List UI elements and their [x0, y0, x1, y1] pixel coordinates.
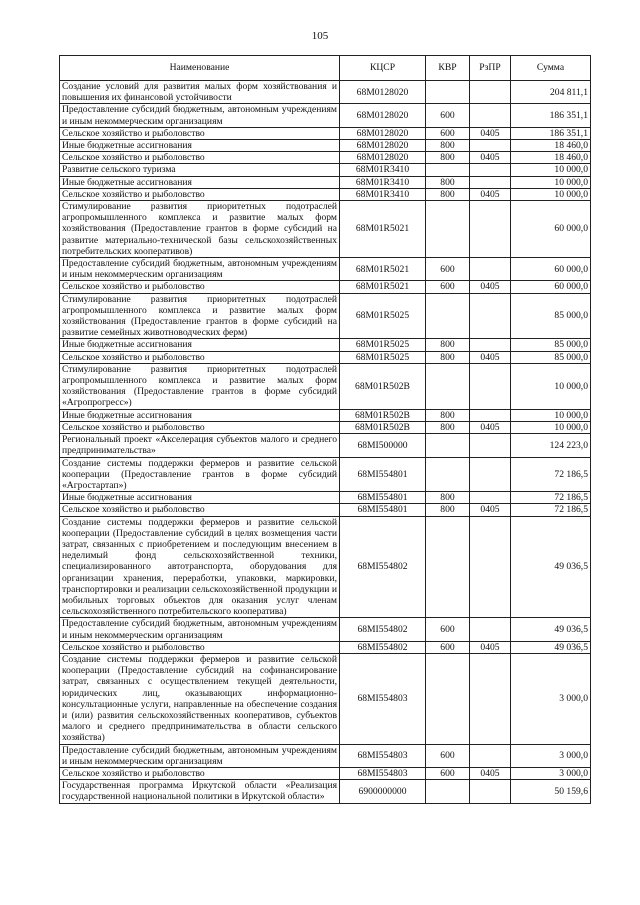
cell-code: 68MI554802 — [340, 618, 426, 641]
cell-kvr — [426, 653, 470, 744]
table-row — [60, 767, 591, 779]
cell-name: Создание системы поддержки фермеров и развитие сельской кооперации (Предоставление субсидий в целях возмещения части затрат, связанных с приобретением и последующим внесением в неделимый фонд сельскохозяйственной техники, специализированного автотранспорта, оборудования для организации хранения, переработки, упаковки, маркировки, транспортировки и реализации сельскохозяйственной продукции и мобильных торговых объектов для оказания услуг членам сельскохозяйственного потребительского кооператива) — [60, 516, 340, 618]
cell-code: 68M01R3410 — [340, 188, 426, 200]
cell-sum: 72 186,5 — [511, 492, 591, 504]
cell-code: 68M0128020 — [340, 152, 426, 164]
cell-kvr — [426, 81, 470, 104]
cell-name: Иные бюджетные ассигнования — [60, 339, 340, 351]
budget-table — [59, 55, 591, 804]
cell-sum: 85 000,0 — [511, 293, 591, 339]
cell-kvr: 600 — [426, 618, 470, 641]
cell-rzpr — [470, 363, 511, 409]
header-sum: Сумма — [511, 56, 591, 81]
cell-rzpr: 0405 — [470, 767, 511, 779]
cell-code: 68M0128020 — [340, 140, 426, 152]
cell-code: 6900000000 — [340, 780, 426, 803]
table-row — [60, 780, 591, 803]
cell-code: 68MI554801 — [340, 492, 426, 504]
table-row — [60, 492, 591, 504]
cell-code: 68M0128020 — [340, 104, 426, 127]
cell-rzpr — [470, 434, 511, 457]
cell-sum: 49 036,5 — [511, 641, 591, 653]
cell-name: Предоставление субсидий бюджетным, автономным учреждениям и иным некоммерческим организациям — [60, 104, 340, 127]
cell-code: 68MI554803 — [340, 744, 426, 767]
cell-kvr: 800 — [426, 140, 470, 152]
cell-kvr — [426, 780, 470, 803]
cell-name: Предоставление субсидий бюджетным, автономным учреждениям и иным некоммерческим организациям — [60, 618, 340, 641]
cell-code: 68MI500000 — [340, 434, 426, 457]
cell-rzpr: 0405 — [470, 281, 511, 293]
cell-rzpr — [470, 516, 511, 618]
cell-rzpr: 0405 — [470, 351, 511, 363]
cell-kvr — [426, 457, 470, 492]
cell-name: Создание системы поддержки фермеров и развитие сельской кооперации (Предоставление грантов в форме субсидий «Агростартап») — [60, 457, 340, 492]
cell-sum: 10 000,0 — [511, 363, 591, 409]
header-code: КЦСР — [340, 56, 426, 81]
cell-rzpr — [470, 81, 511, 104]
cell-code: 68MI554803 — [340, 767, 426, 779]
cell-kvr: 800 — [426, 504, 470, 516]
cell-kvr: 600 — [426, 104, 470, 127]
cell-sum: 18 460,0 — [511, 140, 591, 152]
cell-code: 68M01R5021 — [340, 258, 426, 281]
table-row — [60, 104, 591, 127]
cell-name: Сельское хозяйство и рыболовство — [60, 504, 340, 516]
cell-kvr: 800 — [426, 351, 470, 363]
cell-kvr — [426, 164, 470, 176]
cell-sum: 204 811,1 — [511, 81, 591, 104]
header-name: Наименование — [60, 56, 340, 81]
table-row — [60, 176, 591, 188]
page-number: 105 — [311, 30, 329, 42]
table-row — [60, 127, 591, 139]
table-row — [60, 653, 591, 744]
cell-rzpr — [470, 140, 511, 152]
cell-sum: 10 000,0 — [511, 176, 591, 188]
cell-code: 68M01R502B — [340, 363, 426, 409]
cell-rzpr: 0405 — [470, 504, 511, 516]
cell-code: 68M01R5021 — [340, 281, 426, 293]
table-row — [60, 641, 591, 653]
cell-kvr: 600 — [426, 258, 470, 281]
cell-sum: 85 000,0 — [511, 339, 591, 351]
cell-name: Государственная программа Иркутской области «Реализация государственной национальной политики в Иркутской области» — [60, 780, 340, 803]
cell-sum: 10 000,0 — [511, 188, 591, 200]
cell-code: 68M01R5021 — [340, 201, 426, 258]
cell-rzpr — [470, 339, 511, 351]
cell-code: 68M01R502B — [340, 421, 426, 433]
cell-name: Стимулирование развития приоритетных подотраслей агропромышленного комплекса и развитие малых форм хозяйствования (Предоставление грантов в форме субсидий на развитие материально-технической базы сельскохозяйственных потребительских кооперативов) — [60, 201, 340, 258]
cell-name: Иные бюджетные ассигнования — [60, 409, 340, 421]
table-row — [60, 281, 591, 293]
cell-rzpr — [470, 780, 511, 803]
cell-code: 68M01R5025 — [340, 339, 426, 351]
cell-sum: 186 351,1 — [511, 127, 591, 139]
table-row — [60, 293, 591, 339]
cell-sum: 60 000,0 — [511, 258, 591, 281]
cell-sum: 50 159,6 — [511, 780, 591, 803]
cell-code: 68M0128020 — [340, 127, 426, 139]
cell-sum: 72 186,5 — [511, 504, 591, 516]
cell-sum: 10 000,0 — [511, 421, 591, 433]
cell-name: Иные бюджетные ассигнования — [60, 140, 340, 152]
cell-rzpr — [470, 409, 511, 421]
cell-rzpr — [470, 201, 511, 258]
cell-kvr: 800 — [426, 409, 470, 421]
cell-rzpr: 0405 — [470, 152, 511, 164]
table-row — [60, 409, 591, 421]
cell-sum: 72 186,5 — [511, 457, 591, 492]
table-body — [60, 81, 591, 804]
cell-name: Сельское хозяйство и рыболовство — [60, 421, 340, 433]
cell-rzpr — [470, 293, 511, 339]
cell-code: 68MI554801 — [340, 457, 426, 492]
cell-name: Сельское хозяйство и рыболовство — [60, 767, 340, 779]
cell-name: Сельское хозяйство и рыболовство — [60, 281, 340, 293]
table-row — [60, 504, 591, 516]
table-row — [60, 434, 591, 457]
cell-rzpr: 0405 — [470, 188, 511, 200]
cell-code: 68M01R502B — [340, 409, 426, 421]
cell-rzpr — [470, 258, 511, 281]
cell-kvr: 600 — [426, 744, 470, 767]
table-row — [60, 152, 591, 164]
table-row — [60, 188, 591, 200]
cell-name: Стимулирование развития приоритетных подотраслей агропромышленного комплекса и развитие малых форм хозяйствования (Предоставление грантов в форме субсидий «Агропрогресс») — [60, 363, 340, 409]
table-row — [60, 201, 591, 258]
cell-kvr: 600 — [426, 641, 470, 653]
cell-name: Создание системы поддержки фермеров и развитие сельской кооперации (Предоставление субсидий на софинансирование затрат, связанных с осуществлением текущей деятельности, юридических лиц, оказывающих информационно-консультационные услуги, направленные на обеспечение создания и (или) развития сельскохозяйственных кооперативов, субъектов малого и среднего предпринимательства в области сельского хозяйства) — [60, 653, 340, 744]
cell-kvr: 800 — [426, 152, 470, 164]
cell-sum: 186 351,1 — [511, 104, 591, 127]
cell-name: Развитие сельского туризма — [60, 164, 340, 176]
cell-code: 68MI554803 — [340, 653, 426, 744]
cell-rzpr — [470, 457, 511, 492]
cell-code: 68M01R5025 — [340, 293, 426, 339]
table-row — [60, 258, 591, 281]
table-row — [60, 164, 591, 176]
cell-code: 68M01R3410 — [340, 176, 426, 188]
cell-sum: 3 000,0 — [511, 744, 591, 767]
cell-sum: 10 000,0 — [511, 164, 591, 176]
cell-code: 68MI554802 — [340, 641, 426, 653]
cell-sum: 49 036,5 — [511, 618, 591, 641]
cell-sum: 85 000,0 — [511, 351, 591, 363]
cell-rzpr: 0405 — [470, 641, 511, 653]
table-row — [60, 516, 591, 618]
cell-kvr: 800 — [426, 421, 470, 433]
table-row — [60, 351, 591, 363]
header-kvr: КВР — [426, 56, 470, 81]
cell-sum: 18 460,0 — [511, 152, 591, 164]
cell-rzpr — [470, 653, 511, 744]
cell-kvr: 800 — [426, 188, 470, 200]
cell-name: Предоставление субсидий бюджетным, автономным учреждениям и иным некоммерческим организациям — [60, 744, 340, 767]
table-row — [60, 339, 591, 351]
cell-sum: 124 223,0 — [511, 434, 591, 457]
cell-rzpr — [470, 164, 511, 176]
cell-name: Региональный проект «Акселерация субъектов малого и среднего предпринимательства» — [60, 434, 340, 457]
cell-sum: 3 000,0 — [511, 653, 591, 744]
cell-kvr: 600 — [426, 127, 470, 139]
table-row — [60, 81, 591, 104]
cell-rzpr: 0405 — [470, 421, 511, 433]
cell-kvr — [426, 293, 470, 339]
cell-rzpr: 0405 — [470, 127, 511, 139]
cell-name: Сельское хозяйство и рыболовство — [60, 641, 340, 653]
cell-kvr: 800 — [426, 339, 470, 351]
cell-name: Предоставление субсидий бюджетным, автономным учреждениям и иным некоммерческим организациям — [60, 258, 340, 281]
cell-name: Иные бюджетные ассигнования — [60, 176, 340, 188]
cell-sum: 49 036,5 — [511, 516, 591, 618]
cell-kvr: 800 — [426, 176, 470, 188]
cell-sum: 60 000,0 — [511, 281, 591, 293]
cell-code: 68MI554802 — [340, 516, 426, 618]
cell-kvr — [426, 516, 470, 618]
cell-rzpr — [470, 618, 511, 641]
cell-name: Стимулирование развития приоритетных подотраслей агропромышленного комплекса и развитие малых форм хозяйствования (Предоставление грантов в форме субсидий на развитие семейных животноводческих ферм) — [60, 293, 340, 339]
cell-rzpr — [470, 492, 511, 504]
cell-kvr: 600 — [426, 281, 470, 293]
cell-rzpr — [470, 104, 511, 127]
cell-rzpr — [470, 176, 511, 188]
cell-rzpr — [470, 744, 511, 767]
cell-name: Сельское хозяйство и рыболовство — [60, 188, 340, 200]
table-row — [60, 363, 591, 409]
cell-name: Сельское хозяйство и рыболовство — [60, 127, 340, 139]
cell-kvr — [426, 363, 470, 409]
cell-code: 68M01R3410 — [340, 164, 426, 176]
cell-kvr — [426, 201, 470, 258]
cell-sum: 60 000,0 — [511, 201, 591, 258]
cell-sum: 10 000,0 — [511, 409, 591, 421]
cell-code: 68M0128020 — [340, 81, 426, 104]
table-row — [60, 618, 591, 641]
cell-sum: 3 000,0 — [511, 767, 591, 779]
cell-kvr: 600 — [426, 767, 470, 779]
table-row — [60, 744, 591, 767]
table-row — [60, 421, 591, 433]
cell-code: 68MI554801 — [340, 504, 426, 516]
header-rzpr: РзПР — [470, 56, 511, 81]
table-header-row — [60, 56, 591, 81]
table-row — [60, 140, 591, 152]
cell-name: Сельское хозяйство и рыболовство — [60, 152, 340, 164]
cell-kvr: 800 — [426, 492, 470, 504]
cell-kvr — [426, 434, 470, 457]
table-row — [60, 457, 591, 492]
cell-name: Сельское хозяйство и рыболовство — [60, 351, 340, 363]
cell-code: 68M01R5025 — [340, 351, 426, 363]
cell-name: Иные бюджетные ассигнования — [60, 492, 340, 504]
cell-name: Создание условий для развития малых форм хозяйствования и повышения их финансовой устойчивости — [60, 81, 340, 104]
